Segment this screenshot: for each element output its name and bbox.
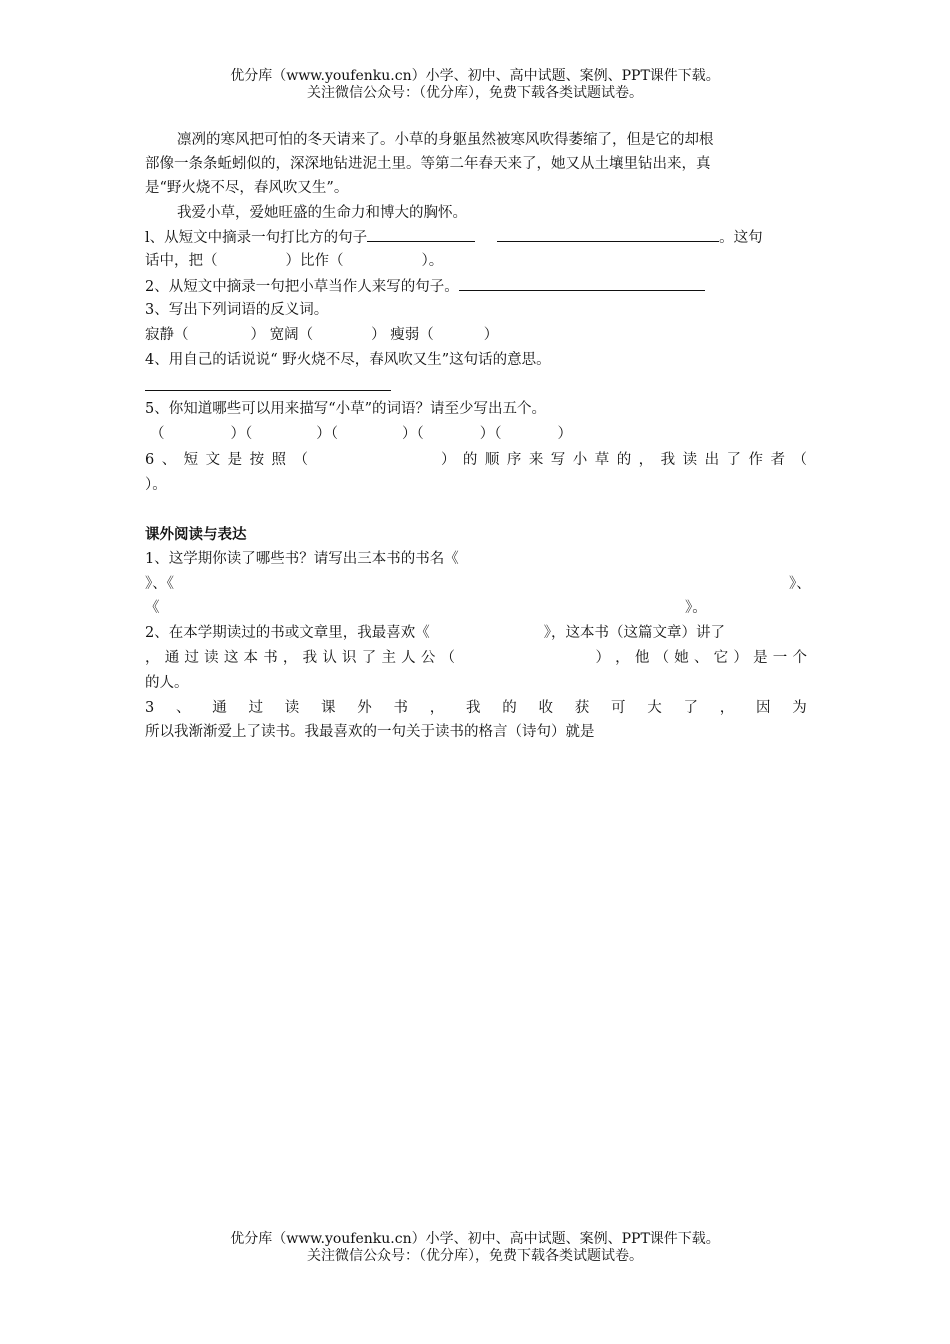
r2-char: 书 — [263, 650, 278, 666]
question-5: 5、你知道哪些可以用来描写“小草”的词语？请至少写出五个。 — [145, 401, 547, 417]
q5-paren: ）（ — [316, 426, 338, 442]
r3-char: 大 — [647, 700, 662, 716]
question-6 — [145, 450, 807, 470]
q3-word-2: ） 宽阔（ — [250, 327, 314, 343]
reading-question-2-line-3: 的人。 — [145, 675, 189, 691]
r3-char: ， — [719, 700, 735, 716]
r3-char: 因 — [755, 700, 771, 716]
q6-char: 文 — [205, 452, 221, 468]
r3-char: 书 — [393, 700, 408, 716]
q6-char: 的 — [616, 452, 632, 468]
r3-char: 收 — [538, 700, 553, 716]
question-1-text: l、从短文中摘录一句打比方的句子 — [145, 230, 368, 246]
q6-char: 是 — [227, 452, 243, 468]
passage-line-1: 凛冽的寒风把可怕的冬天请来了。小草的身躯虽然被寒风吹得萎缩了，但是它的却根 — [177, 132, 714, 148]
passage-paragraph-2: 我爱小草，爱她旺盛的生命力和博大的胸怀。 — [177, 205, 467, 221]
reading-question-1: 1、这学期你读了哪些书？请写出三本书的书名《 — [145, 551, 459, 567]
footer-line-1: 优分库（www.youfenku.cn）小学、初中、高中试题、案例、PPT课件下载。 — [230, 1231, 720, 1247]
q1-bizuo-text: ）比作（ — [285, 253, 344, 269]
r2-char: 、 — [693, 650, 709, 666]
reading-question-1-book-3 — [145, 598, 807, 618]
r2-char: 认 — [322, 650, 337, 666]
q3-word-4: ） — [483, 327, 499, 343]
r2-char: ） — [733, 650, 748, 666]
r3-char: 了 — [683, 700, 698, 716]
header-line-2: 关注微信公众号：（优分库），免费下载各类试题试卷。 — [307, 85, 643, 101]
q6-char: 小 — [572, 452, 588, 468]
q6-char: 者 — [770, 452, 785, 468]
q6-char: 出 — [704, 452, 720, 468]
book-title-open: 《 — [145, 600, 160, 616]
q5-paren: ）（ — [479, 426, 502, 442]
r3-char: ， — [429, 700, 445, 716]
r2-char: （ — [440, 650, 456, 666]
book-title-marks-2: 》、 — [789, 576, 811, 592]
r2-char: 我 — [302, 650, 318, 666]
q3-word-1: 寂静（ — [145, 327, 189, 343]
answer-blank-q2[interactable] — [459, 276, 705, 291]
header-line-1: 优分库（www.youfenku.cn）小学、初中、高中试题、案例、PPT课件下载。 — [230, 68, 720, 84]
r2-text-a: 2、在本学期读过的书或文章里，我最喜欢《 — [145, 625, 430, 641]
q5-paren: ）（ — [402, 426, 424, 442]
question-3: 3、写出下列词语的反义词。 — [145, 302, 329, 318]
r2-char: ） — [595, 650, 610, 666]
footer-line-2: 关注微信公众号：（优分库），免费下载各类试题试卷。 — [307, 1248, 643, 1264]
question-1-tail: 。这句 — [719, 230, 763, 246]
reading-question-3-line-2: 所以我渐渐爱上了读书。我最喜欢的一句关于读书的格言（诗句）就是 — [145, 724, 595, 740]
answer-blank-q1-a[interactable] — [367, 227, 475, 242]
question-5-blanks — [150, 424, 620, 444]
r2-char: ， — [282, 650, 298, 666]
r2-char: 了 — [361, 650, 377, 666]
q6-char: 了 — [726, 452, 742, 468]
q6-char: （ — [293, 452, 309, 468]
r3-char: 外 — [357, 700, 372, 716]
reading-question-2-line-2 — [145, 648, 807, 668]
q6-char: 我 — [660, 452, 676, 468]
r2-char: 她 — [674, 650, 689, 666]
q6-char: 的 — [462, 452, 478, 468]
r2-char: 一 — [772, 650, 788, 666]
question-3-words — [145, 325, 807, 345]
r3-char: 获 — [574, 700, 590, 716]
r3-char: 的 — [502, 700, 517, 716]
q6-char: ， — [638, 452, 654, 468]
question-4: 4、用自己的话说说“ 野火烧不尽，春风吹又生”这句话的意思。 — [145, 352, 551, 368]
answer-blank-q1-b[interactable] — [497, 227, 719, 242]
r2-char: （ — [654, 650, 670, 666]
q6-char: 序 — [506, 452, 522, 468]
question-1-cont — [145, 251, 807, 271]
r3-char: 过 — [248, 700, 263, 716]
r2-char: 通 — [164, 650, 180, 666]
r3-char: 通 — [212, 700, 227, 716]
r2-char: 是 — [753, 650, 768, 666]
r3-char: 读 — [284, 700, 300, 716]
q6-char: 来 — [528, 452, 544, 468]
q6-char: 短 — [183, 452, 199, 468]
q6-char: （ — [792, 452, 807, 468]
answer-blank-q6-order[interactable] — [315, 450, 433, 470]
q6-char: ） — [440, 452, 456, 468]
r2-char: 公 — [420, 650, 436, 666]
r3-char: 为 — [792, 700, 807, 716]
q1-ba-text: 话中，把（ — [145, 253, 218, 269]
page-header — [0, 68, 950, 102]
r2-char: 它 — [713, 650, 729, 666]
r2-char: 人 — [401, 650, 416, 666]
reading-question-3 — [145, 698, 807, 718]
q6-char: 顺 — [484, 452, 500, 468]
q6-char: 照 — [271, 452, 287, 468]
q6-char: 6 — [145, 452, 155, 468]
q6-char: 读 — [682, 452, 698, 468]
answer-line-q4[interactable] — [145, 374, 391, 391]
r3-char: 、 — [175, 700, 191, 716]
q5-paren-close: ） — [557, 426, 572, 442]
answer-blank-protagonist[interactable] — [460, 648, 590, 668]
passage-line-3: 是“野火烧不尽，春风吹又生”。 — [145, 180, 349, 196]
page-footer — [0, 1231, 950, 1265]
r2-char: 个 — [792, 650, 807, 666]
r3-char: 我 — [465, 700, 481, 716]
q6-char: 、 — [161, 452, 177, 468]
r2-char: ， — [615, 650, 630, 666]
reading-question-1-books — [145, 574, 817, 594]
question-6-end: ）。 — [145, 477, 167, 493]
q6-char: 作 — [748, 452, 764, 468]
r2-char: 主 — [381, 650, 396, 666]
r2-char: 本 — [243, 650, 259, 666]
q3-word-3: ） 瘦弱（ — [371, 327, 434, 343]
r2-char: ， — [145, 650, 160, 666]
question-2 — [145, 276, 807, 297]
r2-char: 这 — [223, 650, 239, 666]
q6-char: 草 — [594, 452, 610, 468]
r2-char: 过 — [184, 650, 199, 666]
question-1 — [145, 227, 807, 248]
section-title-extracurricular: 课外阅读与表达 — [145, 527, 247, 543]
r2-char: 识 — [342, 650, 357, 666]
q5-paren: ）（ — [230, 426, 253, 442]
q1-end-text: ）。 — [421, 253, 444, 269]
r2-text-b: 》，这本书（这篇文章）讲了 — [543, 625, 725, 641]
r3-char: 可 — [610, 700, 626, 716]
r3-char: 课 — [320, 700, 336, 716]
reading-question-2 — [145, 623, 807, 643]
r2-char: 读 — [204, 650, 219, 666]
question-2-text: 2、从短文中摘录一句把小草当作人来写的句子。 — [145, 279, 459, 295]
r2-char: 他 — [634, 650, 650, 666]
r3-char: 3 — [145, 700, 155, 716]
q6-char: 按 — [249, 452, 265, 468]
q5-paren-open: （ — [150, 426, 165, 442]
passage-line-2: 部像一条条蚯蚓似的，深深地钻进泥土里。等第二年春天来了，她又从土壤里钻出来，真 — [145, 156, 711, 172]
q6-char: 写 — [550, 452, 566, 468]
book-title-close: 》。 — [685, 600, 707, 616]
book-title-marks-1: 》、《 — [145, 576, 174, 592]
